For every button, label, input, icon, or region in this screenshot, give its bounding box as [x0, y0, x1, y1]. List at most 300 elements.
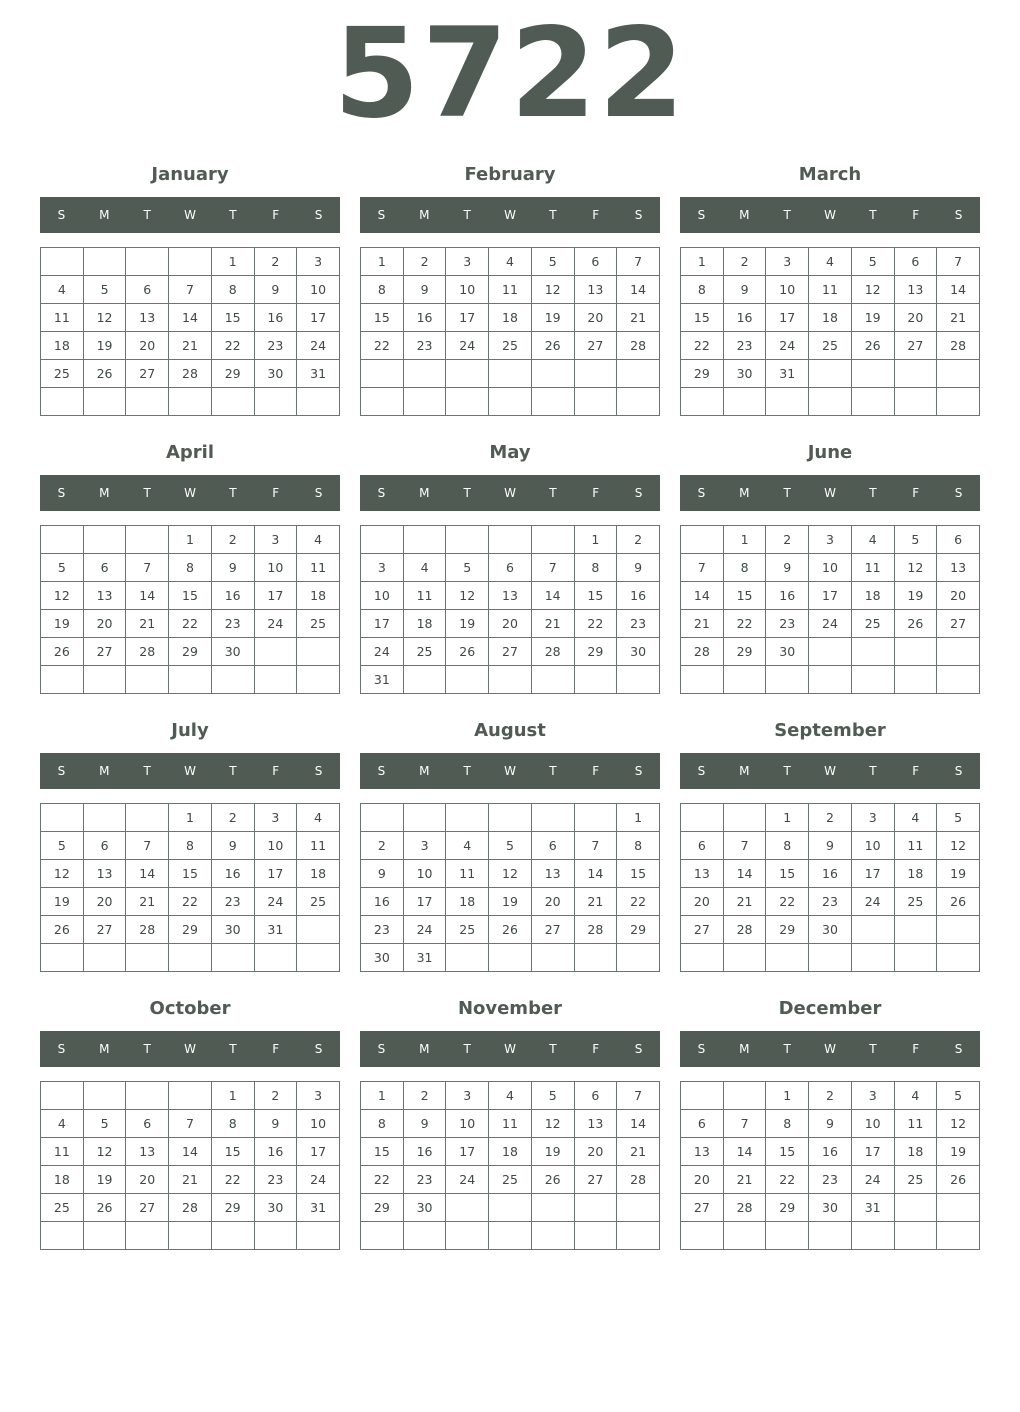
day-cell: 17: [446, 304, 489, 332]
day-cell: [574, 804, 617, 832]
day-grid: [360, 803, 660, 972]
day-cell: 17: [254, 582, 297, 610]
day-cell: 12: [937, 1110, 980, 1138]
day-cell: 23: [403, 332, 446, 360]
day-cell: [574, 944, 617, 972]
day-cell: [851, 360, 894, 388]
week-row: [361, 360, 660, 388]
week-row: [41, 304, 340, 332]
day-cell: 8: [766, 1110, 809, 1138]
day-cell: [83, 526, 126, 554]
day-cell: [489, 666, 532, 694]
day-cell: [937, 388, 980, 416]
weekday-label: M: [419, 208, 430, 222]
day-cell: [83, 388, 126, 416]
day-cell: 12: [446, 582, 489, 610]
day-cell: 19: [83, 332, 126, 360]
day-cell: 20: [681, 888, 724, 916]
day-cell: 9: [211, 832, 254, 860]
day-cell: 2: [403, 1082, 446, 1110]
day-cell: [937, 1222, 980, 1250]
day-cell: 25: [489, 1166, 532, 1194]
weekday-label: S: [697, 1042, 706, 1056]
day-cell: [851, 666, 894, 694]
day-cell: 29: [211, 1194, 254, 1222]
day-cell: [83, 944, 126, 972]
day-cell: 26: [489, 916, 532, 944]
day-cell: 21: [723, 1166, 766, 1194]
day-cell: 2: [361, 832, 404, 860]
week-row: [41, 276, 340, 304]
week-row: [41, 832, 340, 860]
day-cell: 18: [403, 610, 446, 638]
day-cell: 14: [681, 582, 724, 610]
day-cell: 9: [723, 276, 766, 304]
day-cell: [937, 1194, 980, 1222]
week-row: [681, 526, 980, 554]
day-cell: 6: [489, 554, 532, 582]
day-cell: [169, 666, 212, 694]
week-row: [361, 860, 660, 888]
weekday-label: T: [463, 486, 471, 500]
day-cell: [681, 666, 724, 694]
day-cell: [446, 388, 489, 416]
day-cell: 22: [169, 610, 212, 638]
day-cell: 10: [403, 860, 446, 888]
week-row: [361, 1138, 660, 1166]
day-cell: 5: [446, 554, 489, 582]
day-cell: 9: [809, 832, 852, 860]
day-cell: 12: [83, 304, 126, 332]
month-name: July: [171, 720, 209, 741]
day-cell: 22: [361, 1166, 404, 1194]
week-row: [361, 666, 660, 694]
day-cell: 28: [126, 638, 169, 666]
day-cell: 23: [361, 916, 404, 944]
day-cell: 13: [489, 582, 532, 610]
week-row: [361, 916, 660, 944]
day-cell: [41, 248, 84, 276]
month-name: August: [474, 720, 546, 741]
weekday-label: T: [869, 764, 877, 778]
day-cell: 19: [41, 888, 84, 916]
day-cell: [937, 944, 980, 972]
week-row: [361, 888, 660, 916]
day-cell: 20: [489, 610, 532, 638]
day-cell: 17: [297, 304, 340, 332]
weekday-label: W: [824, 208, 836, 222]
day-grid: [680, 525, 980, 694]
week-row: [361, 554, 660, 582]
day-cell: 23: [254, 332, 297, 360]
weekday-label: S: [954, 1042, 963, 1056]
day-cell: 26: [937, 1166, 980, 1194]
week-row: [41, 1166, 340, 1194]
day-cell: 16: [254, 304, 297, 332]
day-cell: 19: [851, 304, 894, 332]
week-row: [681, 804, 980, 832]
day-cell: [894, 638, 937, 666]
weekday-label: M: [739, 764, 750, 778]
week-row: [361, 1082, 660, 1110]
day-cell: 28: [617, 332, 660, 360]
day-cell: 30: [254, 1194, 297, 1222]
weekday-header: [40, 753, 340, 789]
weekday-label: S: [697, 208, 706, 222]
day-cell: 29: [574, 638, 617, 666]
weekday-label: M: [99, 764, 110, 778]
weekday-label: T: [783, 486, 791, 500]
day-cell: 30: [403, 1194, 446, 1222]
day-cell: 26: [83, 360, 126, 388]
day-cell: 15: [211, 304, 254, 332]
weekday-label: T: [549, 486, 557, 500]
weekday-label: W: [184, 1042, 196, 1056]
weekday-label: T: [229, 1042, 237, 1056]
weekday-label: T: [143, 764, 151, 778]
day-cell: 15: [574, 582, 617, 610]
day-cell: [894, 666, 937, 694]
day-cell: [723, 388, 766, 416]
day-cell: 25: [894, 888, 937, 916]
weekday-label: S: [57, 764, 66, 778]
day-cell: 7: [723, 832, 766, 860]
weekday-header: [360, 475, 660, 511]
day-cell: 21: [574, 888, 617, 916]
day-cell: [126, 1082, 169, 1110]
day-cell: 12: [83, 1138, 126, 1166]
week-row: [361, 638, 660, 666]
day-cell: [83, 666, 126, 694]
day-cell: 5: [41, 554, 84, 582]
day-cell: [531, 1194, 574, 1222]
day-cell: 24: [851, 888, 894, 916]
weekday-label: T: [143, 486, 151, 500]
day-cell: 4: [297, 526, 340, 554]
weekday-label: M: [99, 486, 110, 500]
day-cell: [297, 944, 340, 972]
week-row: [361, 1194, 660, 1222]
day-cell: [574, 666, 617, 694]
day-cell: [617, 1194, 660, 1222]
day-cell: [403, 388, 446, 416]
day-cell: 20: [937, 582, 980, 610]
day-cell: 25: [297, 610, 340, 638]
weekday-label: T: [143, 208, 151, 222]
day-cell: 12: [937, 832, 980, 860]
day-cell: 21: [681, 610, 724, 638]
day-cell: [41, 804, 84, 832]
day-cell: [766, 388, 809, 416]
day-cell: 8: [361, 276, 404, 304]
day-cell: 6: [894, 248, 937, 276]
day-cell: 21: [169, 1166, 212, 1194]
day-cell: [574, 1222, 617, 1250]
day-cell: [361, 526, 404, 554]
day-cell: [489, 1222, 532, 1250]
weekday-label: S: [634, 486, 643, 500]
day-cell: 22: [617, 888, 660, 916]
day-cell: 11: [41, 304, 84, 332]
day-cell: 11: [894, 1110, 937, 1138]
day-cell: [446, 1194, 489, 1222]
weekday-label: F: [912, 486, 920, 500]
day-cell: [617, 1222, 660, 1250]
weekday-label: W: [504, 208, 516, 222]
day-cell: [723, 804, 766, 832]
day-cell: 14: [617, 1110, 660, 1138]
day-cell: [211, 944, 254, 972]
day-cell: 20: [894, 304, 937, 332]
day-cell: [489, 360, 532, 388]
day-cell: 11: [809, 276, 852, 304]
day-cell: [894, 388, 937, 416]
day-cell: 1: [361, 1082, 404, 1110]
day-cell: 4: [851, 526, 894, 554]
day-cell: 25: [297, 888, 340, 916]
day-cell: 24: [403, 916, 446, 944]
week-row: [41, 388, 340, 416]
day-cell: 16: [254, 1138, 297, 1166]
weekday-header: [360, 197, 660, 233]
day-cell: 6: [681, 1110, 724, 1138]
week-row: [361, 332, 660, 360]
day-cell: 30: [809, 1194, 852, 1222]
day-cell: 23: [254, 1166, 297, 1194]
week-row: [681, 638, 980, 666]
day-cell: [83, 248, 126, 276]
day-cell: [766, 1222, 809, 1250]
weekday-label: S: [954, 208, 963, 222]
day-cell: 5: [531, 248, 574, 276]
weekday-label: S: [634, 208, 643, 222]
week-row: [681, 1166, 980, 1194]
day-cell: 18: [851, 582, 894, 610]
weekday-label: T: [869, 1042, 877, 1056]
week-row: [681, 276, 980, 304]
day-cell: [446, 1222, 489, 1250]
weekday-label: W: [824, 486, 836, 500]
day-cell: 29: [617, 916, 660, 944]
day-cell: 29: [723, 638, 766, 666]
week-row: [361, 582, 660, 610]
month-name: June: [807, 442, 853, 463]
day-cell: 19: [531, 304, 574, 332]
day-cell: [83, 804, 126, 832]
day-cell: [809, 1222, 852, 1250]
day-cell: 7: [723, 1110, 766, 1138]
day-cell: 3: [851, 804, 894, 832]
week-row: [681, 832, 980, 860]
day-cell: 2: [766, 526, 809, 554]
day-cell: 8: [211, 276, 254, 304]
day-cell: 15: [361, 1138, 404, 1166]
day-cell: [617, 360, 660, 388]
day-cell: 6: [574, 248, 617, 276]
week-row: [681, 860, 980, 888]
day-cell: [126, 388, 169, 416]
day-cell: 22: [574, 610, 617, 638]
day-cell: 28: [169, 1194, 212, 1222]
day-cell: [211, 388, 254, 416]
weekday-header: [360, 753, 660, 789]
day-cell: 7: [574, 832, 617, 860]
day-cell: 26: [937, 888, 980, 916]
day-cell: 11: [41, 1138, 84, 1166]
day-cell: 14: [723, 860, 766, 888]
weekday-header: [680, 475, 980, 511]
day-cell: 19: [937, 860, 980, 888]
weekday-label: W: [184, 764, 196, 778]
day-cell: 9: [766, 554, 809, 582]
day-cell: 6: [126, 276, 169, 304]
day-cell: 25: [446, 916, 489, 944]
day-cell: 20: [574, 304, 617, 332]
day-cell: 24: [254, 888, 297, 916]
week-row: [681, 916, 980, 944]
day-cell: [809, 666, 852, 694]
month-name: January: [151, 164, 229, 185]
week-row: [41, 804, 340, 832]
day-cell: [169, 388, 212, 416]
day-cell: 5: [489, 832, 532, 860]
month-name: May: [489, 442, 531, 463]
day-cell: 24: [297, 1166, 340, 1194]
weekday-label: M: [419, 764, 430, 778]
day-cell: 23: [766, 610, 809, 638]
weekday-label: T: [229, 208, 237, 222]
day-cell: 11: [894, 832, 937, 860]
week-row: [361, 276, 660, 304]
day-cell: [894, 944, 937, 972]
weekday-label: S: [377, 764, 386, 778]
day-cell: 8: [574, 554, 617, 582]
weekday-label: M: [419, 1042, 430, 1056]
day-cell: 27: [894, 332, 937, 360]
day-cell: 31: [766, 360, 809, 388]
day-cell: [809, 638, 852, 666]
day-cell: 6: [937, 526, 980, 554]
day-cell: 16: [766, 582, 809, 610]
week-row: [681, 1082, 980, 1110]
day-cell: 6: [83, 832, 126, 860]
month-name: December: [778, 998, 882, 1019]
day-cell: 10: [809, 554, 852, 582]
day-cell: 27: [126, 360, 169, 388]
weekday-label: W: [184, 486, 196, 500]
month-name: November: [457, 998, 563, 1019]
weekday-label: S: [314, 764, 323, 778]
day-cell: 14: [574, 860, 617, 888]
day-cell: 16: [403, 1138, 446, 1166]
day-cell: 29: [211, 360, 254, 388]
day-cell: 2: [254, 248, 297, 276]
day-cell: 15: [169, 582, 212, 610]
day-cell: 19: [894, 582, 937, 610]
week-row: [681, 944, 980, 972]
day-cell: 18: [446, 888, 489, 916]
day-cell: [851, 944, 894, 972]
day-cell: 11: [851, 554, 894, 582]
day-cell: 13: [681, 860, 724, 888]
day-cell: [617, 388, 660, 416]
day-cell: 17: [254, 860, 297, 888]
month-name: October: [149, 998, 231, 1019]
day-cell: 23: [809, 888, 852, 916]
day-cell: 22: [211, 332, 254, 360]
week-row: [681, 360, 980, 388]
day-cell: 25: [489, 332, 532, 360]
day-cell: [83, 1082, 126, 1110]
day-cell: 10: [766, 276, 809, 304]
day-cell: [254, 1222, 297, 1250]
day-cell: 15: [617, 860, 660, 888]
day-cell: 11: [489, 1110, 532, 1138]
weekday-label: F: [912, 1042, 920, 1056]
weekday-label: S: [57, 1042, 66, 1056]
day-cell: 7: [937, 248, 980, 276]
day-cell: 8: [723, 554, 766, 582]
day-cell: 18: [489, 1138, 532, 1166]
day-cell: 25: [403, 638, 446, 666]
day-cell: 1: [766, 804, 809, 832]
week-row: [361, 832, 660, 860]
day-cell: 29: [681, 360, 724, 388]
day-cell: [211, 666, 254, 694]
day-cell: 13: [83, 860, 126, 888]
day-cell: [681, 388, 724, 416]
day-cell: 12: [489, 860, 532, 888]
day-cell: 13: [574, 1110, 617, 1138]
day-cell: 1: [361, 248, 404, 276]
day-cell: 14: [169, 304, 212, 332]
day-cell: [489, 526, 532, 554]
day-cell: 14: [617, 276, 660, 304]
day-cell: [723, 666, 766, 694]
weekday-header: [680, 1031, 980, 1067]
day-cell: 19: [489, 888, 532, 916]
day-cell: 26: [41, 916, 84, 944]
weekday-label: F: [272, 486, 280, 500]
day-cell: [361, 804, 404, 832]
day-cell: [297, 666, 340, 694]
day-cell: 12: [531, 276, 574, 304]
weekday-header: [40, 475, 340, 511]
weekday-label: S: [697, 486, 706, 500]
day-cell: [766, 666, 809, 694]
day-cell: 25: [41, 1194, 84, 1222]
day-cell: [361, 1222, 404, 1250]
weekday-label: M: [739, 1042, 750, 1056]
day-cell: [83, 1222, 126, 1250]
day-cell: 20: [681, 1166, 724, 1194]
week-row: [361, 1110, 660, 1138]
day-cell: 22: [211, 1166, 254, 1194]
day-cell: 29: [169, 638, 212, 666]
day-cell: 2: [617, 526, 660, 554]
day-cell: 6: [83, 554, 126, 582]
day-cell: 20: [126, 1166, 169, 1194]
week-row: [681, 1222, 980, 1250]
day-grid: [360, 1081, 660, 1250]
day-cell: 28: [681, 638, 724, 666]
day-cell: 1: [574, 526, 617, 554]
week-row: [41, 860, 340, 888]
day-cell: [531, 1222, 574, 1250]
week-row: [361, 1222, 660, 1250]
day-cell: 5: [937, 804, 980, 832]
weekday-label: S: [57, 486, 66, 500]
